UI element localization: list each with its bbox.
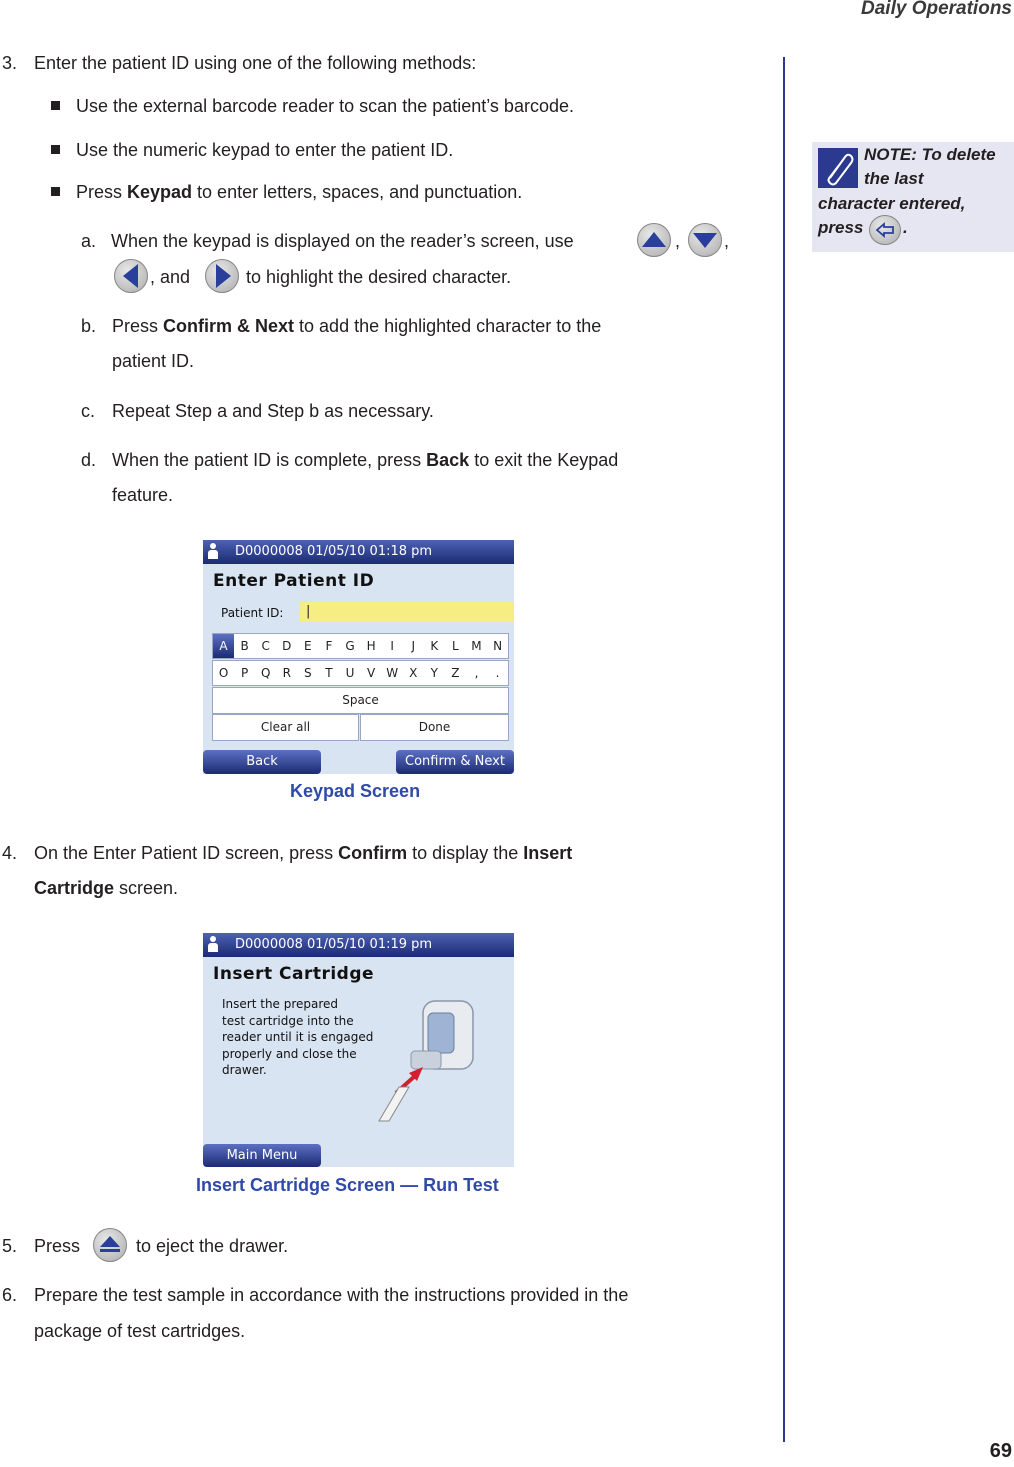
note-line-3: character entered,: [818, 194, 966, 213]
and-text: , and: [150, 267, 191, 287]
user-icon: [207, 543, 219, 559]
screen-title: Enter Patient ID: [213, 571, 375, 591]
down-arrow-icon: [688, 223, 722, 257]
back-term: Back: [426, 450, 470, 470]
step-4-line2: [34, 877, 178, 899]
keypad-screen: [203, 540, 514, 774]
keypad-term: Keypad: [127, 182, 193, 202]
comma: ,: [724, 231, 730, 251]
status-bar: [203, 540, 514, 564]
keypad-key[interactable]: K: [430, 639, 439, 653]
page-number: 69: [989, 1440, 1012, 1462]
clear-all-key[interactable]: [212, 714, 359, 741]
keypad-key[interactable]: P: [240, 666, 249, 680]
keypad-key[interactable]: O: [218, 666, 229, 680]
note-label: NOTE:: [864, 145, 917, 164]
step-4-post: screen.: [114, 878, 179, 898]
keypad-key[interactable]: I: [390, 639, 394, 653]
step-4-mid: to display the: [407, 843, 524, 863]
note-paperclip-icon: [818, 148, 858, 188]
status-text: D0000008 01/05/10 01:19 pm: [235, 937, 433, 952]
patient-id-field[interactable]: |: [300, 602, 514, 622]
keypad-key[interactable]: G: [345, 639, 355, 653]
sub-b-post: to add the highlighted character to the: [294, 316, 602, 336]
step-4-text: [34, 842, 572, 864]
keypad-key[interactable]: J: [411, 639, 416, 653]
bullet-item: Use the numeric keypad to enter the patient ID.: [76, 140, 454, 160]
step-5-pre: Press: [34, 1236, 81, 1256]
eject-icon: [93, 1228, 127, 1262]
keypad-key[interactable]: D: [282, 639, 292, 653]
step-6-line2: package of test cartridges.: [34, 1321, 246, 1341]
keypad-key[interactable]: ,: [474, 666, 479, 680]
keypad-key[interactable]: T: [325, 666, 333, 680]
sub-a-text: When the keypad is displayed on the reader’s screen, use: [111, 231, 574, 251]
confirm-next-term: Confirm & Next: [163, 316, 295, 336]
keypad-key[interactable]: H: [366, 639, 376, 653]
keypad-key[interactable]: A: [213, 634, 234, 658]
note-line-4-post: .: [903, 218, 908, 237]
note-line-4-pre: press: [818, 218, 864, 237]
keypad-key[interactable]: C: [261, 639, 270, 653]
keypad-row-1: [212, 633, 509, 659]
note-line-1: [864, 143, 996, 167]
cartridge-instructions: [222, 996, 373, 1079]
step-3-number: 3.: [2, 53, 18, 73]
sub-d-line2: feature.: [112, 485, 174, 505]
keypad-key[interactable]: N: [493, 639, 503, 653]
space-label: Space: [342, 693, 379, 707]
margin-divider: [783, 57, 785, 1442]
instruction-line: Insert the prepared: [222, 997, 339, 1011]
status-text: D0000008 01/05/10 01:18 pm: [235, 544, 433, 559]
space-key[interactable]: [212, 687, 509, 714]
done-key[interactable]: [360, 714, 509, 741]
left-arrow-icon: [114, 259, 148, 293]
sub-a-label: a.: [81, 231, 97, 251]
instruction-line: drawer.: [222, 1063, 267, 1078]
done-label: Done: [418, 720, 451, 734]
clear-all-label: Clear all: [260, 720, 311, 734]
comma: ,: [675, 231, 681, 251]
screen-title: Insert Cartridge: [213, 964, 375, 984]
backspace-icon: [869, 215, 901, 245]
bullet-text: Press: [76, 182, 128, 202]
sub-d-text: [112, 449, 618, 471]
instruction-line: properly and close the: [222, 1046, 357, 1061]
step-6-line1: Prepare the test sample in accordance with the instructions provided in the: [34, 1285, 629, 1305]
sub-c-text: Repeat Step a and Step b as necessary.: [112, 401, 434, 421]
keypad-key[interactable]: F: [325, 639, 333, 653]
keypad-key[interactable]: W: [386, 666, 399, 680]
keypad-key[interactable]: X: [409, 666, 418, 680]
keypad-key[interactable]: .: [495, 666, 500, 680]
sub-c-label: c.: [81, 401, 96, 421]
step-5-number: 5.: [2, 1236, 18, 1256]
back-button[interactable]: Back: [203, 750, 321, 774]
sub-d-pre: When the patient ID is complete, press: [112, 450, 427, 470]
sub-b-pre: Press: [112, 316, 164, 336]
section-title: Daily Operations: [861, 0, 1012, 19]
step-5-post: to eject the drawer.: [136, 1236, 289, 1256]
keypad-key[interactable]: V: [366, 666, 376, 680]
sub-a-text: to highlight the desired character.: [246, 267, 512, 287]
bullet-text: to enter letters, spaces, and punctuation.: [192, 182, 523, 202]
insert-term: Insert: [523, 843, 573, 863]
keypad-row-2: [212, 660, 509, 686]
insert-cartridge-screen: [203, 933, 514, 1167]
main-menu-button[interactable]: Main Menu: [203, 1144, 321, 1167]
keypad-key[interactable]: L: [452, 639, 459, 653]
right-arrow-icon: [205, 259, 239, 293]
keypad-key[interactable]: S: [304, 666, 312, 680]
sub-d-label: d.: [81, 450, 97, 470]
note-text: To delete: [921, 145, 996, 164]
step-4-number: 4.: [2, 843, 18, 863]
sub-b-text: [112, 315, 601, 337]
sub-b-line2: patient ID.: [112, 351, 195, 371]
note-line-2: the last: [864, 169, 924, 188]
step-4-pre: On the Enter Patient ID screen, press: [34, 843, 339, 863]
instruction-line: test cartridge into the: [222, 1013, 354, 1028]
keypad-key[interactable]: B: [240, 639, 249, 653]
status-bar: [203, 933, 514, 957]
bullet-marker: [51, 187, 60, 196]
bullet-marker: [51, 145, 60, 154]
keypad-key[interactable]: M: [471, 639, 482, 653]
user-icon: [207, 936, 219, 952]
confirm-next-button[interactable]: Confirm & Next: [396, 750, 514, 774]
keypad-key[interactable]: E: [304, 639, 312, 653]
patient-id-label: Patient ID:: [221, 606, 284, 620]
keypad-screen-caption: Keypad Screen: [290, 781, 421, 801]
keypad-key[interactable]: Y: [430, 666, 438, 680]
keypad-key[interactable]: Z: [451, 666, 460, 680]
bullet-item: [76, 181, 522, 203]
instruction-line: reader until it is engaged: [222, 1030, 374, 1045]
confirm-term: Confirm: [338, 843, 408, 863]
cartridge-term: Cartridge: [34, 878, 115, 898]
step-6-number: 6.: [2, 1285, 18, 1305]
up-arrow-icon: [637, 223, 671, 257]
keypad-key[interactable]: R: [282, 666, 291, 680]
bullet-item: Use the external barcode reader to scan the patient’s barcode.: [76, 96, 574, 116]
keypad-key[interactable]: Q: [260, 666, 271, 680]
keypad-key[interactable]: U: [345, 666, 355, 680]
sub-b-label: b.: [81, 316, 97, 336]
insert-cartridge-caption: Insert Cartridge Screen — Run Test: [196, 1175, 499, 1195]
bullet-marker: [51, 101, 60, 110]
sub-d-post: to exit the Keypad: [469, 450, 619, 470]
reader-device-illustration: [371, 993, 481, 1133]
step-3-text: Enter the patient ID using one of the following methods:: [34, 53, 477, 73]
